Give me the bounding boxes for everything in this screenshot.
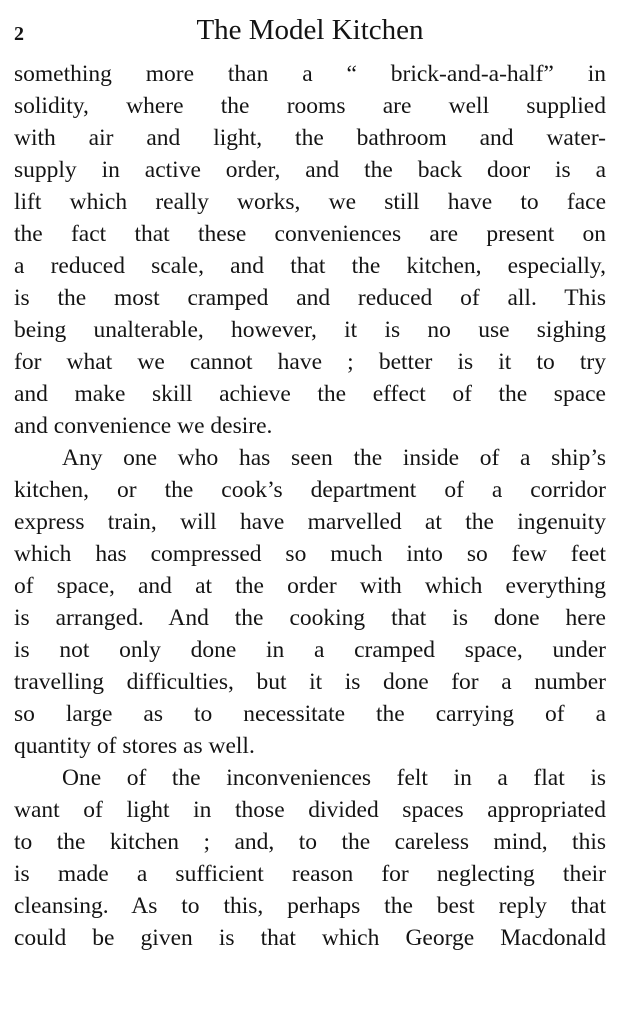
text-line: of space, and at the order with which everything — [14, 573, 606, 599]
text-line: to the kitchen ; and, to the careless mind, this — [14, 829, 606, 855]
text-line: so large as to necessitate the carrying of a — [14, 701, 606, 727]
paragraph-end-line: and convenience we desire. — [14, 413, 273, 439]
text-line: cleansing. As to this, perhaps the best reply that — [14, 893, 606, 919]
text-line: is made a sufficient reason for neglecting their — [14, 861, 606, 887]
text-line: a reduced scale, and that the kitchen, especially, — [14, 253, 606, 279]
text-line: solidity, where the rooms are well supplied — [14, 93, 606, 119]
page-header — [14, 10, 606, 50]
running-title: The Model Kitchen — [196, 14, 424, 46]
paragraph-end-line: quantity of stores as well. — [14, 733, 255, 759]
text-line: something more than a “ brick-and-a-half” in — [14, 61, 606, 87]
paragraph-start-line: Any one who has seen the inside of a ship’s — [62, 445, 606, 471]
body-text — [14, 58, 606, 954]
text-line: supply in active order, and the back door is a — [14, 157, 606, 183]
text-line: kitchen, or the cook’s department of a corridor — [14, 477, 606, 503]
text-line: is not only done in a cramped space, under — [14, 637, 606, 663]
text-line: being unalterable, however, it is no use sighing — [14, 317, 606, 343]
text-line: lift which really works, we still have to face — [14, 189, 606, 215]
text-line: could be given is that which George Macdonald — [14, 925, 606, 951]
text-line: for what we cannot have ; better is it to try — [14, 349, 606, 375]
paragraph-start-line: One of the inconveniences felt in a flat is — [62, 765, 606, 791]
text-line: express train, will have marvelled at the ingenuity — [14, 509, 606, 535]
text-line: want of light in those divided spaces appropriated — [14, 797, 606, 823]
page-number: 2 — [14, 23, 24, 45]
text-line: the fact that these conveniences are present on — [14, 221, 606, 247]
text-line: is the most cramped and reduced of all. This — [14, 285, 606, 311]
text-line: with air and light, the bathroom and water- — [14, 125, 606, 151]
text-line: travelling difficulties, but it is done for a number — [14, 669, 606, 695]
text-line: which has compressed so much into so few feet — [14, 541, 606, 567]
text-line: and make skill achieve the effect of the space — [14, 381, 606, 407]
text-line: is arranged. And the cooking that is done here — [14, 605, 606, 631]
